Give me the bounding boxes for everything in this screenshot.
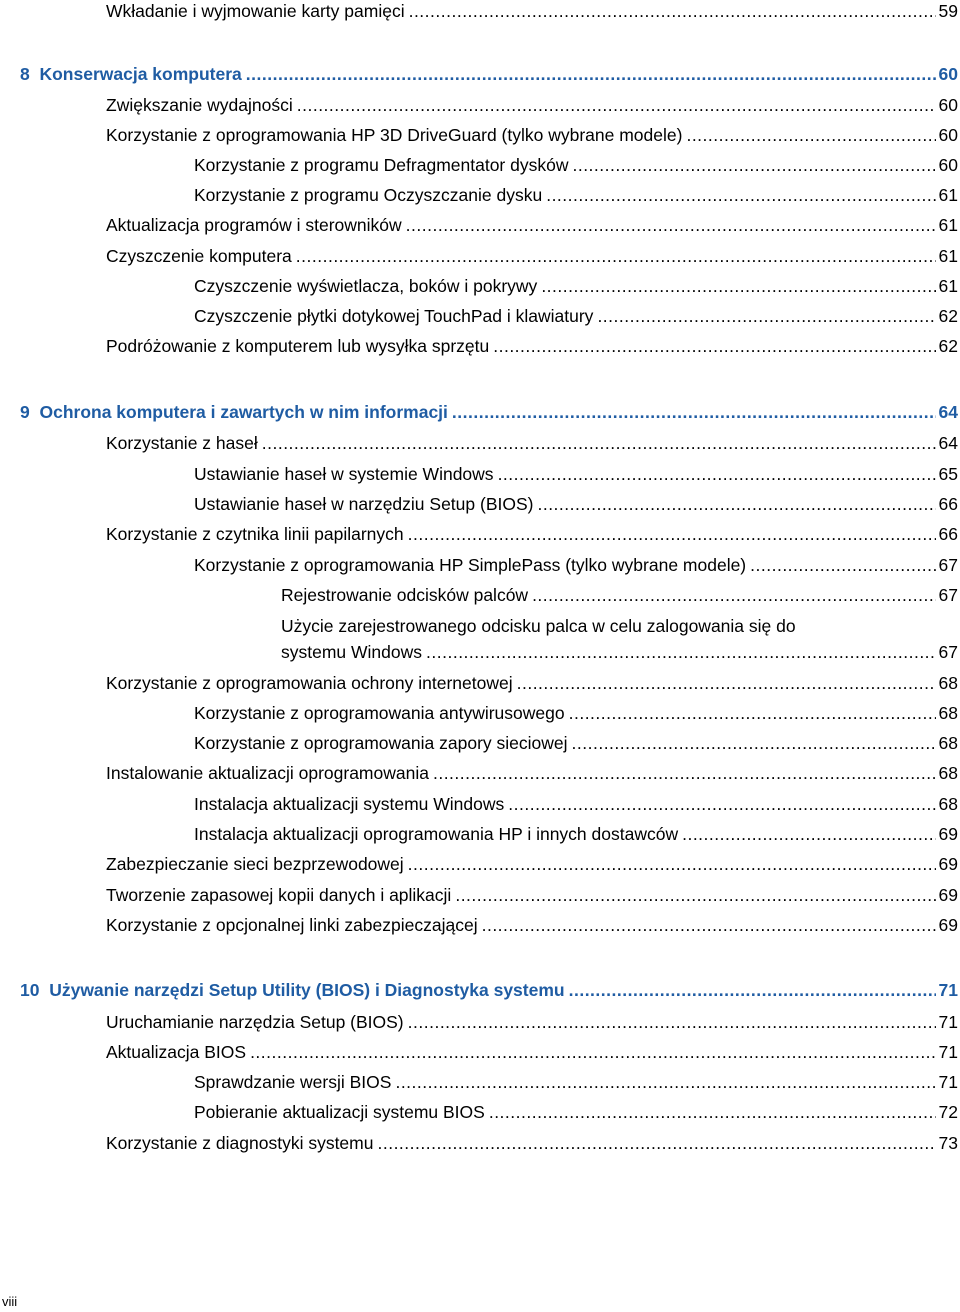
toc-entry-page: 59	[938, 1, 958, 21]
toc-entry[interactable]	[106, 0, 958, 22]
chapter-title: Ochrona komputera i zawartych w nim informacji	[39, 402, 448, 422]
toc-entry-page: 69	[938, 915, 958, 935]
toc-entry-page: 64	[938, 433, 958, 453]
toc-entry[interactable]	[194, 823, 958, 845]
toc-entry-page: 73	[938, 1133, 958, 1153]
dot-leader	[532, 584, 935, 606]
toc-entry-page: 71	[938, 1042, 958, 1062]
toc-entry[interactable]	[281, 584, 958, 606]
toc-entry-title: Zabezpieczanie sieci bezprzewodowej	[106, 854, 404, 874]
toc-entry[interactable]	[106, 853, 958, 875]
toc-entry-title: Ustawianie haseł w narzędziu Setup (BIOS)	[194, 494, 534, 514]
toc-entry-title: Korzystanie z programu Defragmentator dysków	[194, 155, 569, 175]
toc-entry[interactable]	[106, 1132, 958, 1154]
toc-entry-page: 71	[938, 1072, 958, 1092]
dot-leader	[452, 401, 936, 423]
dot-leader	[250, 1041, 935, 1063]
toc-entry-page: 67	[938, 555, 958, 575]
toc-entry-page: 69	[938, 854, 958, 874]
toc-entry-title: Sprawdzanie wersji BIOS	[194, 1072, 392, 1092]
chapter-number: 8	[20, 64, 30, 84]
toc-entry[interactable]	[194, 732, 958, 754]
toc-entry-page: 62	[938, 306, 958, 326]
toc-entry-title: Korzystanie z oprogramowania antywirusowego	[194, 703, 565, 723]
toc-entry[interactable]	[106, 124, 958, 146]
toc-entry[interactable]	[106, 1041, 958, 1063]
dot-leader	[297, 94, 936, 116]
toc-entry[interactable]	[106, 672, 958, 694]
dot-leader	[546, 184, 935, 206]
toc-entry-page: 67	[938, 585, 958, 605]
toc-entry-page: 61	[938, 215, 958, 235]
toc-entry-title: Korzystanie z oprogramowania HP 3D DriveGuard (tylko wybrane modele)	[106, 125, 683, 145]
toc-entry-page: 68	[938, 703, 958, 723]
toc-entry-title: Instalacja aktualizacji systemu Windows	[194, 794, 505, 814]
toc-entry[interactable]	[194, 463, 958, 485]
dot-leader	[498, 463, 936, 485]
toc-entry-title: Czyszczenie komputera	[106, 246, 292, 266]
dot-leader	[493, 335, 935, 357]
toc-entry-title: Czyszczenie płytki dotykowej TouchPad i klawiatury	[194, 306, 594, 326]
toc-entry-title: systemu Windows	[281, 642, 423, 662]
dot-leader	[426, 641, 936, 663]
toc-entry-page: 61	[938, 276, 958, 296]
dot-leader	[377, 1132, 935, 1154]
toc-entry-title: Korzystanie z oprogramowania zapory sieciowej	[194, 733, 568, 753]
toc-entry-title: Korzystanie z diagnostyki systemu	[106, 1133, 374, 1153]
dot-leader	[246, 63, 936, 85]
toc-entry[interactable]	[194, 154, 958, 176]
toc-entry-title: Korzystanie z programu Oczyszczanie dysku	[194, 185, 543, 205]
toc-entry-title: Aktualizacja programów i sterowników	[106, 215, 402, 235]
page-number: viii	[2, 1294, 18, 1309]
toc-entry[interactable]	[194, 184, 958, 206]
dot-leader	[408, 1011, 936, 1033]
dot-leader	[572, 732, 936, 754]
toc-entry-page: 61	[938, 185, 958, 205]
toc-entry-title: Czyszczenie wyświetlacza, boków i pokrywy	[194, 276, 538, 296]
toc-entry[interactable]	[194, 554, 958, 576]
toc-entry-title: Aktualizacja BIOS	[106, 1042, 247, 1062]
toc-entry-page: 66	[938, 494, 958, 514]
toc-entry[interactable]	[106, 335, 958, 357]
toc-entry-title: Podróżowanie z komputerem lub wysyłka sprzętu	[106, 336, 490, 356]
toc-entry-page: 68	[938, 673, 958, 693]
toc-entry[interactable]	[106, 245, 958, 267]
toc-entry-page: 68	[938, 763, 958, 783]
toc-entry[interactable]	[194, 1071, 958, 1093]
toc-entry-title-line1[interactable]: Użycie zarejestrowanego odcisku palca w celu zalogowania się do	[281, 616, 796, 636]
dot-leader	[455, 884, 935, 906]
dot-leader	[569, 979, 936, 1001]
toc-entry-title: Wkładanie i wyjmowanie karty pamięci	[106, 1, 405, 21]
chapter-number: 9	[20, 402, 30, 422]
toc-entry[interactable]	[194, 1101, 958, 1123]
toc-entry[interactable]	[106, 914, 958, 936]
dot-leader	[517, 672, 936, 694]
toc-entry-page: 67	[938, 642, 958, 662]
toc-entry-page: 68	[938, 733, 958, 753]
toc-entry-page: 60	[938, 95, 958, 115]
dot-leader	[408, 523, 936, 545]
toc-entry[interactable]	[194, 702, 958, 724]
toc-entry-page: 72	[938, 1102, 958, 1122]
toc-entry-page: 65	[938, 464, 958, 484]
dot-leader	[508, 793, 935, 815]
dot-leader	[489, 1101, 936, 1123]
dot-leader	[409, 0, 936, 22]
toc-entry[interactable]	[194, 275, 958, 297]
toc-entry-page: 71	[938, 1012, 958, 1032]
dot-leader	[597, 305, 935, 327]
dot-leader	[569, 702, 936, 724]
toc-entry-page: 60	[938, 125, 958, 145]
dot-leader	[541, 275, 935, 297]
toc-entry-title: Korzystanie z haseł	[106, 433, 258, 453]
dot-leader	[682, 823, 935, 845]
chapter-number: 10	[20, 980, 40, 1000]
toc-entry-page: 69	[938, 824, 958, 844]
toc-entry-title: Instalacja aktualizacji oprogramowania HP i innych dostawców	[194, 824, 679, 844]
dot-leader	[537, 493, 935, 515]
chapter-title: Używanie narzędzi Setup Utility (BIOS) i Diagnostyka systemu	[49, 980, 565, 1000]
chapter-page: 71	[938, 980, 958, 1000]
toc-entry-page: 62	[938, 336, 958, 356]
toc-entry-page: 69	[938, 885, 958, 905]
toc-entry-title: Korzystanie z oprogramowania HP SimplePass (tylko wybrane modele)	[194, 555, 747, 575]
toc-entry[interactable]	[194, 793, 958, 815]
dot-leader	[482, 914, 936, 936]
toc-chapter-9[interactable]	[20, 401, 958, 423]
toc-entry-title: Korzystanie z opcjonalnej linki zabezpieczającej	[106, 915, 478, 935]
toc-entry-title: Tworzenie zapasowej kopii danych i aplikacji	[106, 885, 452, 905]
toc-entry[interactable]	[194, 305, 958, 327]
dot-leader	[433, 762, 936, 784]
toc-entry-page: 68	[938, 794, 958, 814]
dot-leader	[296, 245, 936, 267]
toc-entry[interactable]	[106, 214, 958, 236]
toc-entry-page: 61	[938, 246, 958, 266]
toc-entry[interactable]	[281, 641, 958, 663]
toc-entry-title: Korzystanie z oprogramowania ochrony internetowej	[106, 673, 513, 693]
toc-entry-title: Ustawianie haseł w systemie Windows	[194, 464, 494, 484]
toc-entry[interactable]	[194, 493, 958, 515]
chapter-page: 60	[938, 64, 958, 84]
toc-entry[interactable]	[106, 523, 958, 545]
dot-leader	[686, 124, 935, 146]
toc-entry[interactable]	[106, 1011, 958, 1033]
dot-leader	[406, 214, 936, 236]
dot-leader	[572, 154, 935, 176]
toc-entry-title: Pobieranie aktualizacji systemu BIOS	[194, 1102, 485, 1122]
toc-entry[interactable]	[106, 762, 958, 784]
dot-leader	[395, 1071, 935, 1093]
dot-leader	[262, 432, 936, 454]
toc-entry-title: Zwiększanie wydajności	[106, 95, 293, 115]
toc-entry-title: Instalowanie aktualizacji oprogramowania	[106, 763, 429, 783]
toc-entry-page: 66	[938, 524, 958, 544]
toc-chapter-10[interactable]	[20, 979, 958, 1001]
dot-leader	[408, 853, 936, 875]
toc-entry[interactable]	[106, 884, 958, 906]
toc-entry[interactable]	[106, 432, 958, 454]
toc-entry-title: Rejestrowanie odcisków palców	[281, 585, 529, 605]
chapter-page: 64	[938, 402, 958, 422]
chapter-title: Konserwacja komputera	[39, 64, 242, 84]
dot-leader	[750, 554, 935, 576]
toc-chapter-8[interactable]	[20, 63, 958, 85]
toc-entry-title: Uruchamianie narzędzia Setup (BIOS)	[106, 1012, 404, 1032]
toc-entry[interactable]	[106, 94, 958, 116]
toc-entry-page: 60	[938, 155, 958, 175]
toc-entry-title: Korzystanie z czytnika linii papilarnych	[106, 524, 404, 544]
